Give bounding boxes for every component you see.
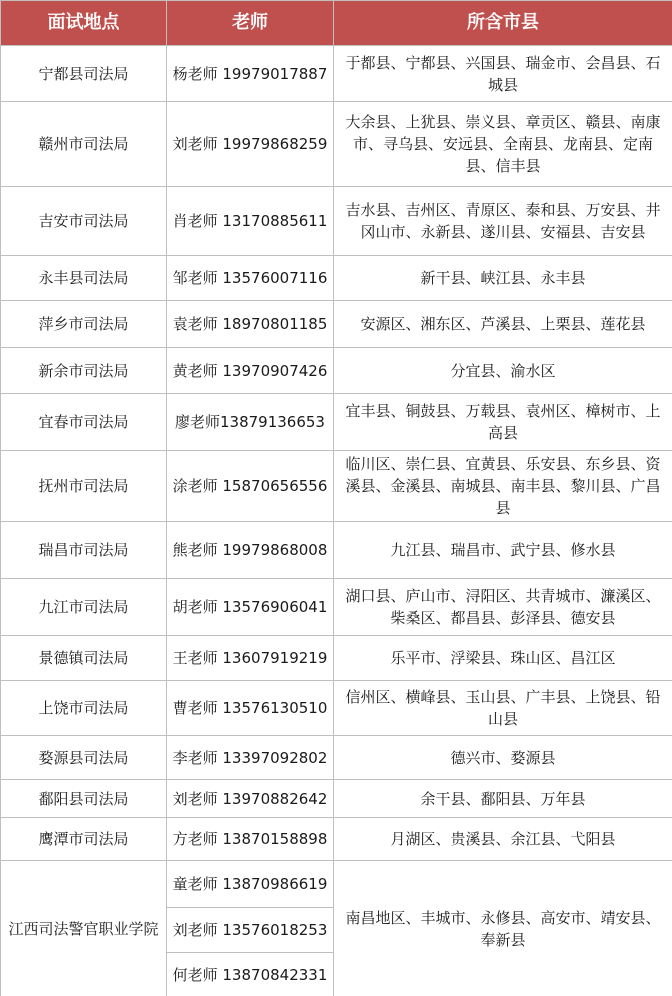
location-cell: 吉安市司法局 (1, 187, 167, 256)
teacher-cell: 黄老师 13970907426 (167, 348, 334, 394)
counties-cell: 临川区、崇仁县、宜黄县、乐安县、东乡县、资溪县、金溪县、南城县、南丰县、黎川县、广昌县 (334, 451, 672, 522)
counties-cell: 湖口县、庐山市、浔阳区、共青城市、濂溪区、柴桑区、都昌县、彭泽县、德安县 (334, 579, 672, 636)
table-row (1, 780, 672, 818)
teacher-cell: 胡老师 13576906041 (167, 579, 334, 636)
teacher-cell: 袁老师 18970801185 (167, 301, 334, 348)
teacher-cell: 廖老师13879136653 (167, 394, 334, 451)
teacher-cell: 何老师 13870842331 (167, 953, 334, 996)
counties-cell: 信州区、横峰县、玉山县、广丰县、上饶县、铅山县 (334, 681, 672, 736)
counties-cell: 安源区、湘东区、芦溪县、上栗县、莲花县 (334, 301, 672, 348)
location-cell: 九江市司法局 (1, 579, 167, 636)
counties-cell: 于都县、宁都县、兴国县、瑞金市、会昌县、石城县 (334, 46, 672, 102)
table-row (1, 187, 672, 256)
counties-cell: 德兴市、婺源县 (334, 736, 672, 780)
location-cell: 婺源县司法局 (1, 736, 167, 780)
table-row (1, 818, 672, 861)
teacher-cell: 王老师 13607919219 (167, 636, 334, 681)
teacher-cell: 李老师 13397092802 (167, 736, 334, 780)
location-cell: 上饶市司法局 (1, 681, 167, 736)
teacher-cell: 肖老师 13170885611 (167, 187, 334, 256)
counties-cell: 九江县、瑞昌市、武宁县、修水县 (334, 522, 672, 579)
location-cell: 抚州市司法局 (1, 451, 167, 522)
location-cell: 宜春市司法局 (1, 394, 167, 451)
teacher-cell: 涂老师 15870656556 (167, 451, 334, 522)
location-cell: 瑞昌市司法局 (1, 522, 167, 579)
location-cell: 江西司法警官职业学院 (1, 861, 167, 996)
counties-cell: 余干县、鄱阳县、万年县 (334, 780, 672, 818)
counties-cell: 大余县、上犹县、崇义县、章贡区、赣县、南康市、寻乌县、安远县、全南县、龙南县、定南县、信丰县 (334, 102, 672, 187)
table-row (1, 681, 672, 736)
teacher-cell: 刘老师 13970882642 (167, 780, 334, 818)
teacher-cell: 曹老师 13576130510 (167, 681, 334, 736)
teacher-cell: 方老师 13870158898 (167, 818, 334, 861)
counties-cell: 乐平市、浮梁县、珠山区、昌江区 (334, 636, 672, 681)
location-cell: 新余市司法局 (1, 348, 167, 394)
location-cell: 萍乡市司法局 (1, 301, 167, 348)
table-row (1, 301, 672, 348)
table-row (1, 736, 672, 780)
table-row (1, 636, 672, 681)
counties-cell: 新干县、峡江县、永丰县 (334, 256, 672, 301)
location-cell: 宁都县司法局 (1, 46, 167, 102)
counties-cell: 南昌地区、丰城市、永修县、高安市、靖安县、奉新县 (334, 861, 672, 996)
location-cell: 鹰潭市司法局 (1, 818, 167, 861)
header-teacher: 老师 (167, 1, 334, 46)
table-row (1, 861, 672, 908)
header-location: 面试地点 (1, 1, 167, 46)
counties-cell: 分宜县、渝水区 (334, 348, 672, 394)
counties-cell: 月湖区、贵溪县、余江县、弋阳县 (334, 818, 672, 861)
table-row (1, 451, 672, 522)
teacher-cell: 刘老师 19979868259 (167, 102, 334, 187)
location-cell: 景德镇司法局 (1, 636, 167, 681)
teacher-cell: 杨老师 19979017887 (167, 46, 334, 102)
location-cell: 赣州市司法局 (1, 102, 167, 187)
table-row (1, 256, 672, 301)
teacher-cell: 刘老师 13576018253 (167, 908, 334, 953)
table-row (1, 522, 672, 579)
header-counties: 所含市县 (334, 1, 672, 46)
teacher-cell: 童老师 13870986619 (167, 861, 334, 908)
table-row (1, 579, 672, 636)
counties-cell: 宜丰县、铜鼓县、万载县、袁州区、樟树市、上高县 (334, 394, 672, 451)
location-cell: 永丰县司法局 (1, 256, 167, 301)
table-row (1, 394, 672, 451)
table-row (1, 46, 672, 102)
counties-cell: 吉水县、吉州区、青原区、泰和县、万安县、井冈山市、永新县、遂川县、安福县、吉安县 (334, 187, 672, 256)
location-cell: 鄱阳县司法局 (1, 780, 167, 818)
teacher-cell: 熊老师 19979868008 (167, 522, 334, 579)
header-row (1, 1, 672, 46)
table-row (1, 102, 672, 187)
table-row (1, 348, 672, 394)
teacher-cell: 邹老师 13576007116 (167, 256, 334, 301)
